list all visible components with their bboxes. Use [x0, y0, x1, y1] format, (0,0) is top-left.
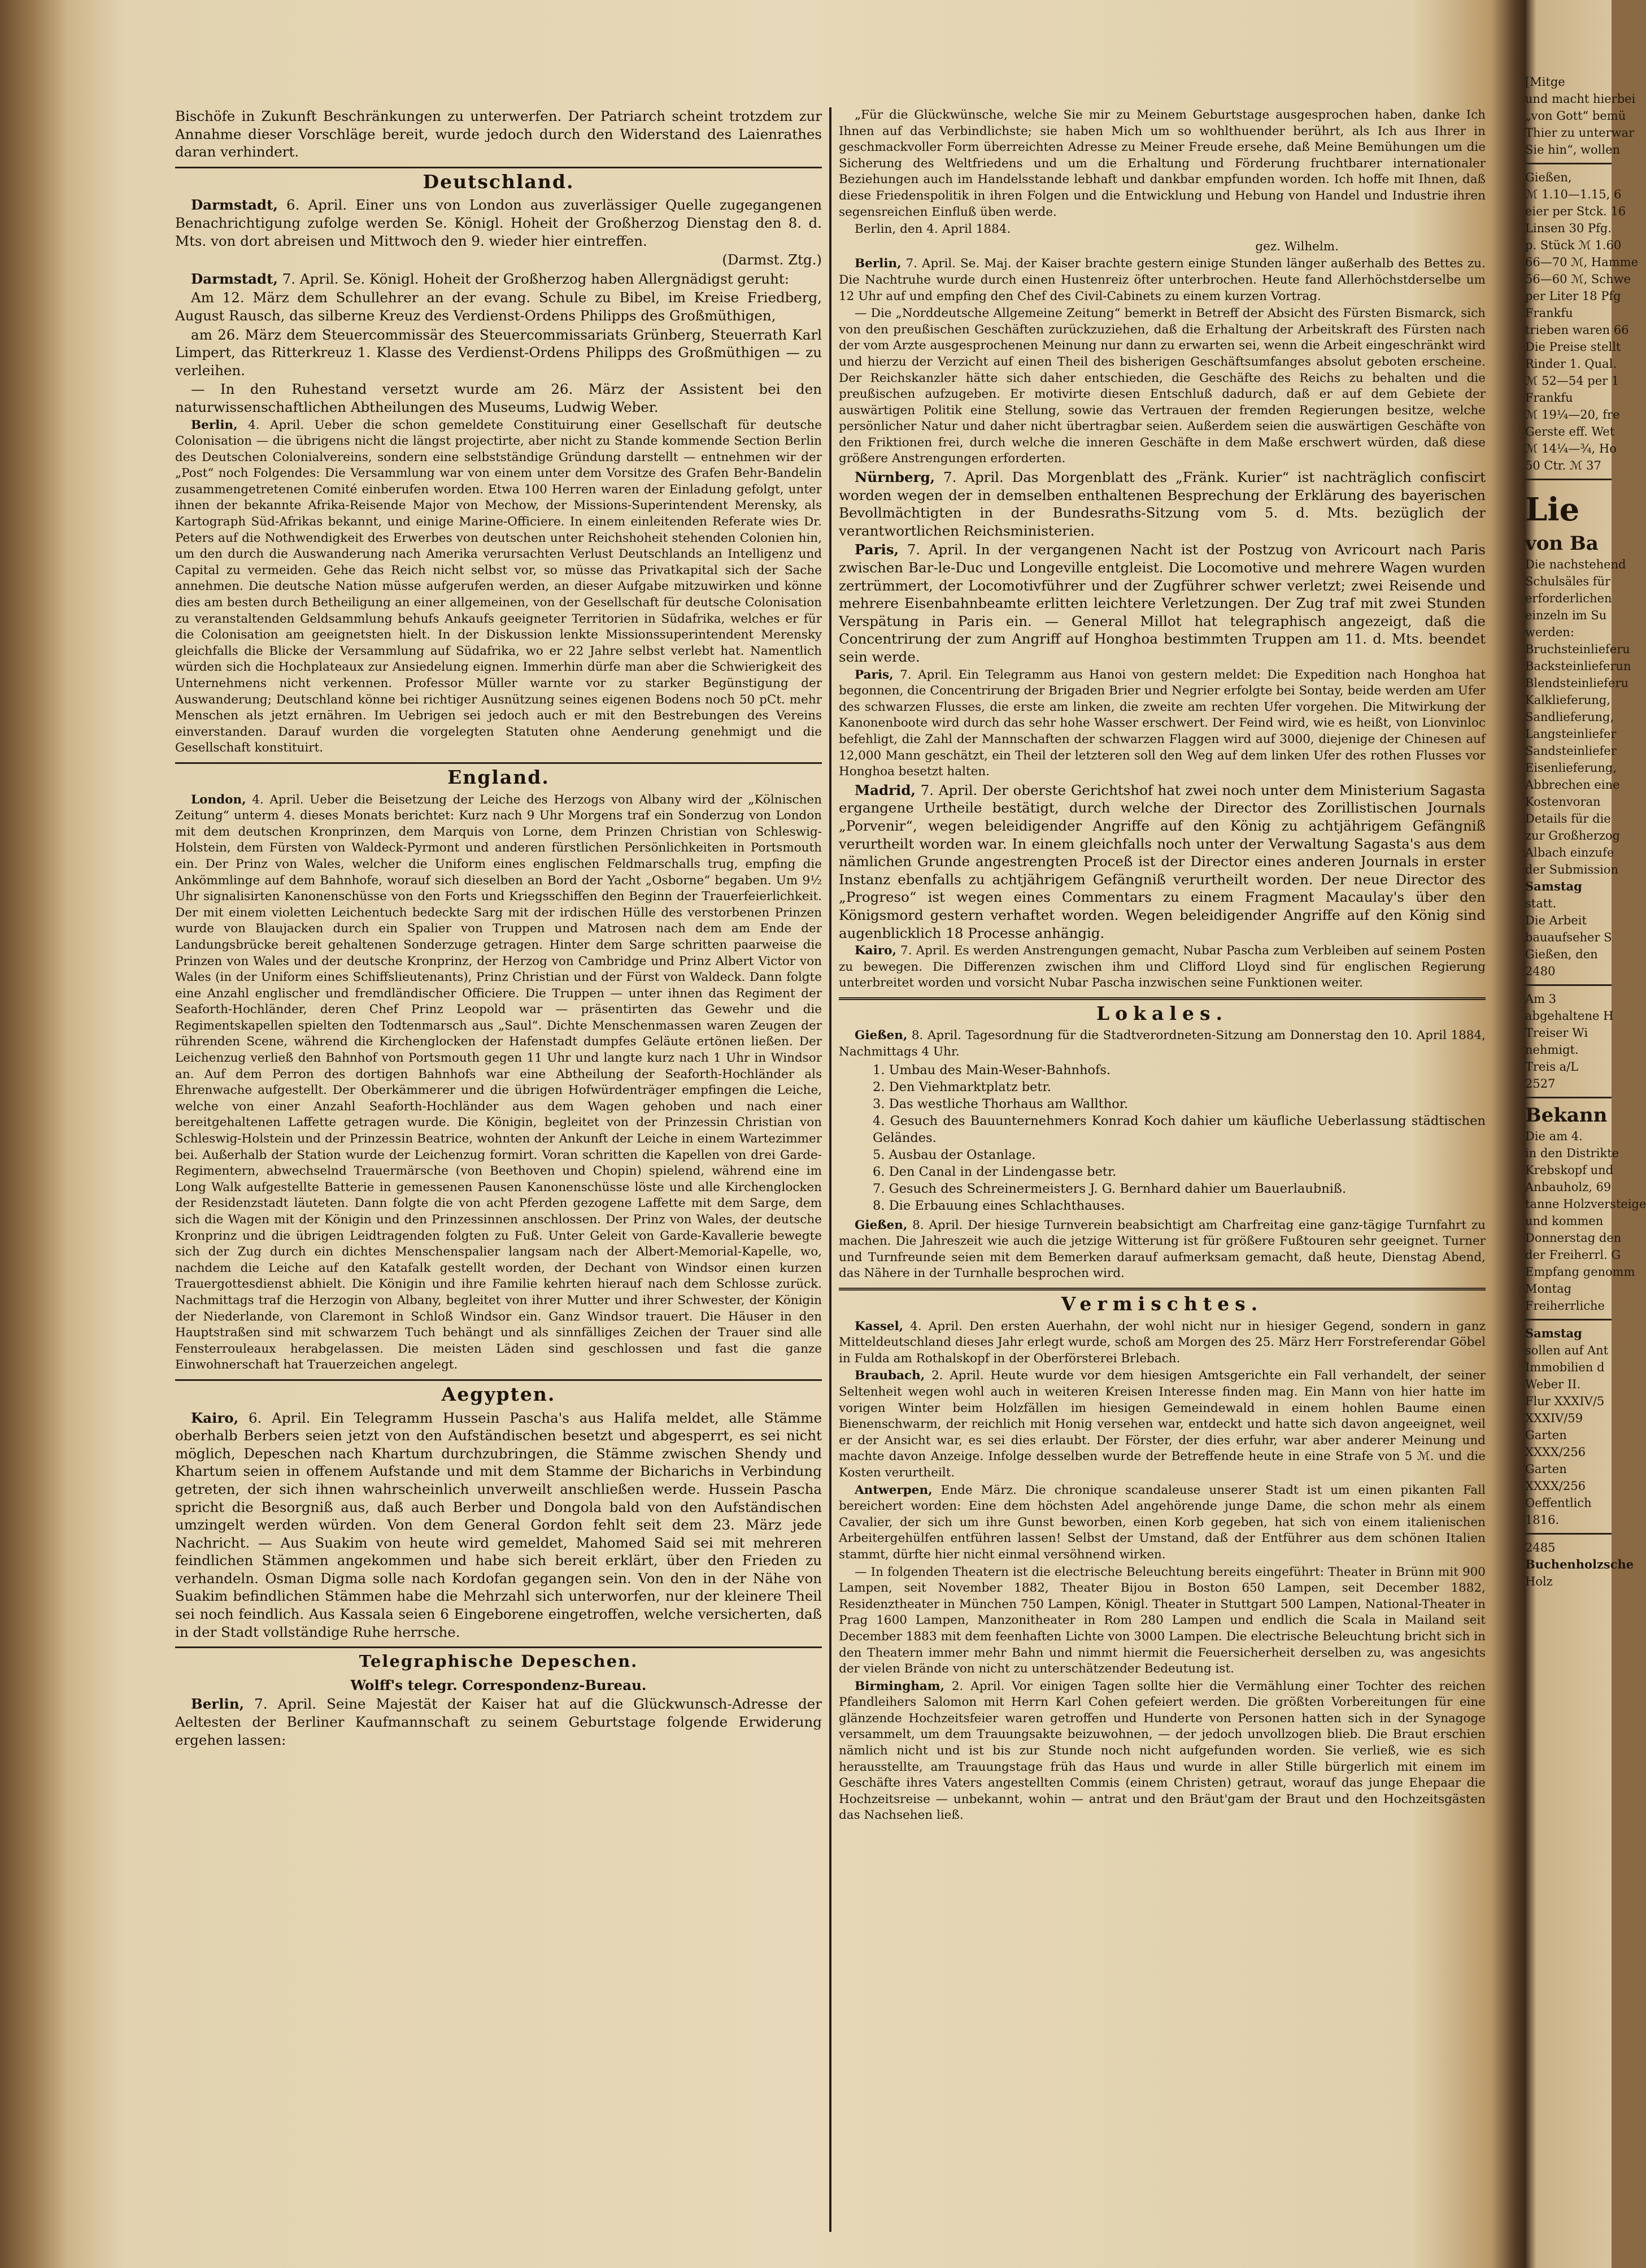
article-kassel	[839, 1319, 1486, 1367]
fragment-line: Bruchsteinlieferu	[1525, 642, 1630, 656]
article-text: 2. April. Heute wurde vor dem hiesigen Amtsgerichte ein Fall verhandelt, der seiner Seltenheit wegen wohl auch in weiteren Kreisen Interesse finden mag. Ein Mann von hier hatte im vorigen Winter beim Holzfällen im hiesigen Gemeindewald in einem hohlen Baume einen Bienenschwarm, der reichlich mit Honig versehen war, entdeckt und hatte sich davon angeeignet, weil er der Ansicht war, es sei dies erlaubt. Der Förster, der dies erfuhr, war aber anderer Meinung und machte davon Anzeige. Infolge desselben wurde der Betreffende heute in eine Strafe von 5 ℳ. und die Kosten verurtheilt.	[839, 1368, 1486, 1480]
fragment-line: Schulsäles für	[1525, 575, 1611, 588]
fragment-line: ℳ 19¼—20, fre	[1525, 408, 1620, 422]
newspaper-page	[141, 90, 1497, 2249]
agenda-item: 8. Die Erbauung eines Schlachthauses.	[873, 1198, 1125, 1213]
article-kairo-2	[839, 943, 1486, 992]
article-text: 8. April. Der hiesige Turnverein beabsichtigt am Charfreitag eine ganz-tägige Turnfahrt zu machen. Die Jahreszeit wie auch die jetzige Witterung ist für größere Fußtouren sehr geeignet. Turner und Turnfreunde seien mit dem Bemerken darauf aufmerksam gemacht, daß heute, Dienstag Abend, das Nähere in der Turnhalle besprochen wird.	[839, 1218, 1486, 1281]
section-divider	[175, 1379, 822, 1381]
fragment-line: Sandsteinliefer	[1525, 744, 1617, 758]
article-text: 6. April. Ein Telegramm Hussein Pascha's aus Halifa meldet, alle Stämme oberhalb Berbers seien jetzt von den Aufständischen besetzt und abgesperrt, es sei nicht möglich, Depeschen nach Khartum durchzubringen, die Stämme zwischen Shendy und Khartum seien in offenem Aufstande und mit dem Stamme der Bicharichs in Verbindung getreten, der sich ihnen wahrscheinlich unverweilt anschließen werde. Hussein Pascha spricht die Besorgniß aus, daß auch Berber und Dongola bald von den Aufständischen umzingelt werden würden. Von dem General Gordon fehlt seit dem 23. März jede Nachricht. — Aus Suakim von heute wird gemeldet, Mahomed Said sei mit mehreren feindlichen Stämmen angekommen und habe sich bereit erklärt, über den Frieden zu verhandeln. Osman Digma solle nach Kordofan gegangen sein. Von den in der Nähe von Suakim befindlichen Stämmen habe die Mehrzahl sich unterworfen, nur der kleinere Theil sei noch feindlich. Aus Kassala seien 6 Eingeborene eingetroffen, welche versicherten, daß in der Stadt vollständige Ruhe herrsche.	[175, 1409, 822, 1640]
fragment-line: 2480	[1525, 964, 1556, 978]
article-london	[175, 792, 822, 1374]
dateline: Kassel,	[855, 1319, 904, 1333]
article-giessen-turnverein	[839, 1218, 1486, 1282]
fragment-line: Gerste eff. Wet	[1525, 425, 1615, 438]
article-text: 7. April. In der vergangenen Nacht ist der Postzug von Avricourt nach Paris zwischen Bar-le-Duc und Longeville entgleist. Die Locomotive und mehrere Wagen wurden zertrümmert, der Locomotivführer und der Zugführer schwer verletzt; zwei Reisende und mehrere Eisenbahnbeamte erlitten leichtere Verletzungen. Der Zug traf mit zwei Stunden Verspätung in Paris ein. — General Millot hat telegraphisch angezeigt, daß die Concentrirung der zum Angriff auf Honghoa bestimmten Truppen am 11. d. Mts. beendet sein werde.	[839, 541, 1486, 665]
agenda-item: 5. Ausbau der Ostanlage.	[873, 1147, 1036, 1162]
subheading-bureau: Wolff's telegr. Correspondenz-Bureau.	[350, 1676, 647, 1693]
heading-aegypten: Aegypten.	[441, 1383, 556, 1405]
fragment-line: XXXX/256	[1525, 1479, 1586, 1493]
article-madrid	[839, 781, 1486, 942]
dateline: Antwerpen,	[855, 1483, 933, 1497]
dateline: Paris,	[855, 541, 899, 558]
fragment-line: Backsteinlieferun	[1525, 659, 1631, 673]
fragment-line: Anbauholz, 69	[1525, 1180, 1612, 1194]
article-text: 7. April. Das Morgenblatt des „Fränk. Kurier“ ist nachträglich confiscirt worden wegen der in demselben enthaltenen Besprechung der Erklärung des bayerischen Bevollmächtigten in der Bundesraths-Sitzung vom 5. d. Mts. bezüglich der verantwortlichen Reichsministerien.	[839, 469, 1486, 539]
article-paragraph: — In den Ruhestand versetzt wurde am 26. März der Assistent bei den naturwissenschaftlichen Abtheilungen des Museums, Ludwig Weber.	[175, 381, 822, 415]
article-paris-1	[839, 541, 1486, 666]
quote-place-date: Berlin, den 4. April 1884.	[855, 222, 1011, 237]
fragment-line: Sandlieferung,	[1525, 710, 1614, 724]
fragment-line: Linsen 30 Pfg.	[1525, 221, 1612, 235]
fragment-line: Buchenholzsche	[1525, 1557, 1634, 1571]
fragment-line: Kalklieferung,	[1525, 693, 1610, 707]
heading-england: England.	[447, 766, 550, 788]
dateline: Darmstadt,	[191, 270, 278, 287]
fragment-line: Gießen, den	[1525, 948, 1598, 961]
fragment-line: Details für die	[1525, 812, 1611, 825]
fragment-line: zur Großherzog	[1525, 829, 1620, 842]
article-text: 7. April. Ein Telegramm aus Hanoi von gestern meldet: Die Expedition nach Honghoa hat begonnen, die Concentrirung der Brigaden Brier und Negrier erfolgte bei Sontay, beide werden am Ufer des schwarzen Flusses, die erste am linken, die zweite am rechten Ufer vorgehen. Die Mitwirkung der Kanonenboote wird durch das sehr hohe Wasser erschwert. Der Feind wird, wie es heißt, von Lionvinloc befehligt, die Zahl der Mannschaften der schwarzen Flaggen wird auf 3000, diejenige der Chinesen auf 12,000 Mann geschätzt, ein Theil der letzteren soll den Weg auf dem linken Ufer des rothen Flusses vor Honghoa besetzt halten.	[839, 667, 1486, 779]
article-birmingham	[839, 1679, 1486, 1824]
agenda-item: 1. Umbau des Main-Weser-Bahnhofs.	[873, 1062, 1111, 1077]
fragment-line: ℳ 52—54 per 1	[1525, 374, 1619, 388]
article-text: 2. April. Vor einigen Tagen sollte hier die Vermählung einer Tochter des reichen Pfandleihers Salomon mit Herrn Karl Cohen gefeiert werden. Die größten Vorbereitungen für eine glänzende Hochzeitsfeier waren getroffen und Hunderte von Personen hatten sich in der Synagoge versammelt, um dem Trauungsakte beizuwohnen, — der jedoch unvollzogen blieb. Die Braut erschien nämlich nicht und ist bis zur Stunde noch nicht aufgefunden worden. Sie verließ, wie es sich herausstellte, am Trauungstage früh das Haus und wurde in aller Stille bürgerlich mit einem im Geschäfte ihres Vaters angestellten Commis (einem Christen) getraut, worauf das junge Ehepaar die Hochzeitsreise — unbekannt, wohin — antrat und den Bräut'gam der Braut und den Hochzeitsgästen das Nachsehen ließ.	[839, 1679, 1486, 1823]
article-text: 7. April. Seine Majestät der Kaiser hat auf die Glückwunsch-Adresse der Aeltesten der Berliner Kaufmannschaft zu seinem Geburtstage folgende Erwiderung ergehen lassen:	[175, 1696, 822, 1748]
dateline: Gießen,	[855, 1028, 908, 1043]
dateline: Nürnberg,	[855, 469, 935, 486]
article-text: 8. April. Tagesordnung für die Stadtverordneten-Sitzung am Donnerstag den 10. April 1884, Nachmittags 4 Uhr.	[839, 1028, 1486, 1059]
fragment-divider	[1525, 1533, 1612, 1535]
fragment-line: einzeln im Su	[1525, 609, 1607, 622]
article-text: 7. April. Se. Königl. Hoheit der Großherzog haben Allergnädigst geruht:	[282, 270, 789, 287]
article-text: 4. April. Ueber die schon gemeldete Constituirung einer Gesellschaft für deutsche Colonisation — die übrigens nicht die längst projectirte, aber nicht zu Stande kommende Section Berlin des Deutschen Colonialvereins, sondern eine selbstständige Gründung darstellt — entnehmen wir der „Post“ noch Folgendes: Die Versammlung war von einem unter dem Vorsitze des Grafen Behr-Bandelin zusammengetretenen Comité einberufen worden. Etwa 100 Herren waren der Einladung gefolgt, unter ihnen der bekannte Afrika-Reisende Major von Mechow, der Missions-Superintendent Merensky, als Kartograph Süd-Afrikas bekannt, und einige Marine-Officiere. In einem einleitenden Referate wies Dr. Peters auf die Nothwendigkeit des Erwerbes von deutschen unter Reichshoheit stehenden Colonien hin, um den durch die Auswanderung nach Amerika verursachten Verlust Deutschlands an Intelligenz und Capital zu vermeiden. Gehe das Reich nicht selbst vor, so müsse das Privatkapital sich der Sache annehmen. Die deutsche Nation müsse aufgerufen werden, an dieser Aufgabe mitzuwirken und könne dies am besten durch Betheiligung an einer allgemeinen, von der Gesellschaft für deutsche Colonisation zu veranstaltenden Geldsammlung behufs Ankaufs geeigneter Territorien in Südafrika, welches er für die Colonisation am geeignetsten hielt. In der Diskussion lenkte Missionssuperintendent Merensky gleichfalls die Blicke der Versammlung auf Südafrika, wo er 22 Jahre selbst verlebt hat. Namentlich würden sich die Hochplateaux zur Ansiedelung eignen. Immerhin dürfe man aber die Schwierigkeit des Unternehmens nicht verkennen. Professor Müller warnte vor zu starker Begünstigung der Auswanderung; Deutschland könne bei richtiger Ausnützung seines eigenen Bodens noch 50 pCt. mehr Menschen als jetzt ernähren. Im Uebrigen sei jedoch auch er mit den Bestrebungen des Vereins einverstanden. Darauf wurden die vorgelegten Statuten ohne Aenderung genehmigt und die Gesellschaft konstituirt.	[175, 418, 822, 755]
article-text: 7. April. Der oberste Gerichtshof hat zwei noch unter dem Ministerium Sagasta ergangene Urtheile bestätigt, durch welche der Director des Zorillistischen Journals „Porvenir“, wegen beleidigender Angriffe auf den König zu achtjährigem Gefängniß verurtheilt worden war. In einem gleichfalls noch unter der Verwaltung Sagasta's aus dem nämlichen Grunde angestrengten Proceß ist der Director eines anderen Journals in erster Instanz ebenfalls zu achtjährigem Gefängniß verurtheilt worden. Der neue Director des „Progreso“ ist wegen eines Commentars zu einem Fragment Macaulay's über den Königsmord gestern verhaftet worden. Wegen beleidigender Angriffe auf den König sind augenblicklich 18 Processe anhängig.	[839, 781, 1486, 941]
agenda-item: 4. Gesuch des Bauunternehmers Konrad Koch dahier um käufliche Ueberlassung städtischen Geländes.	[873, 1113, 1486, 1145]
heading-vermischtes: Vermischtes.	[1061, 1293, 1264, 1315]
fragment-line: Rinder 1. Qual.	[1525, 357, 1617, 371]
fragment-line: Holz	[1525, 1575, 1553, 1588]
fragment-line: erforderlichen	[1525, 592, 1612, 605]
fragment-line: [Mitge	[1525, 75, 1565, 89]
source-note: (Darmst. Ztg.)	[722, 251, 822, 268]
adjacent-page-fragment	[1525, 73, 1646, 2266]
fragment-line: Krebskopf und	[1525, 1163, 1614, 1177]
article-text: 4. April. Den ersten Auerhahn, der wohl nicht nur in hiesiger Gegend, sondern in ganz Mitteldeutschland dieses Jahr erlegt wurde, schoß am Morgen des 25. März Herr Forstreferendar Göbel in Fulda am Rothalskopf in der Oberförsterei Brlebach.	[839, 1319, 1486, 1366]
section-divider	[175, 167, 822, 168]
fragment-line: 2485	[1525, 1541, 1556, 1554]
article-paragraph: Am 12. März dem Schullehrer an der evang. Schule zu Bibel, im Kreise Friedberg, August Rausch, das silberne Kreuz des Verdienst-Ordens Philipps des Großmüthigen,	[175, 289, 822, 324]
section-divider	[175, 762, 822, 764]
fragment-line: XXXX/256	[1525, 1445, 1586, 1459]
dateline: Berlin,	[191, 1696, 245, 1713]
fragment-line: Die nachstehend	[1525, 558, 1626, 571]
fragment-line: 1816.	[1525, 1513, 1560, 1527]
fragment-line: Eisenlieferung,	[1525, 761, 1617, 775]
fragment-line: Sie hin“, wollen	[1525, 143, 1621, 157]
dateline: Kairo,	[855, 944, 896, 958]
fragment-line: bauaufseher S	[1525, 931, 1612, 944]
fragment-line: Weber II.	[1525, 1378, 1581, 1391]
fragment-line: statt.	[1525, 897, 1557, 910]
article-theater-lighting: — In folgenden Theatern ist die electrische Beleuchtung bereits eingeführt: Theater in Brünn mit 900 Lampen, seit November 1882, Theater Bijou in Boston 650 Lampen, seit December 1882, Residenztheater in München 750 Lampen, Königl. Theater in Stuttgart 500 Lampen, National-Theater in Prag 1600 Lampen, Manzonitheater in Rom 280 Lampen und endlich die Scala in Mailand seit December 1883 mit dem feenhaften Lichte von 3000 Lampen. Die electrische Beleuchtung bricht sich in den Theatern immer mehr Bahn und nimmt hiermit die Feuersicherheit derselben zu, was angesichts der vielen Brände von nicht zu unterschätzender Bedeutung ist.	[839, 1565, 1486, 1676]
fragment-divider	[1525, 1319, 1612, 1320]
fragment-line: Treis a/L	[1525, 1060, 1579, 1074]
column-rule	[829, 107, 831, 2232]
article-text: 7. April. Es werden Anstrengungen gemacht, Nubar Pascha zum Verbleiben auf seinem Posten zu bewegen. Die Differenzen zwischen ihm und Clifford Lloyd sind für englischen Regierung unterbreitet worden und vorsicht Nubar Pascha inzwischen seine Funktionen weiter.	[839, 944, 1486, 990]
fragment-line: XXXIV/59	[1525, 1411, 1583, 1425]
heading-lokales: Lokales.	[1096, 1002, 1229, 1024]
agenda-item: 2. Den Viehmarktplatz betr.	[873, 1079, 1051, 1094]
dateline: Gießen,	[855, 1218, 908, 1232]
fragment-line: werden:	[1525, 625, 1574, 639]
dateline: Madrid,	[855, 781, 916, 798]
article-giessen-agenda	[839, 1028, 1486, 1060]
article-berlin-telegram	[175, 1695, 822, 1749]
article-text: 6. April. Einer uns von London aus zuverlässiger Quelle zugegangenen Benachrichtigung zufolge werden Se. Königl. Hoheit der Großherzog Dienstag den 8. d. Mts. von dort abreisen und Mittwoch den 9. wieder hier eintreffen.	[175, 197, 822, 249]
fragment-line: Die Arbeit	[1525, 914, 1587, 927]
article-berlin-colonisation	[175, 418, 822, 757]
section-divider	[175, 1646, 822, 1648]
fragment-line: Flur XXXIV/5	[1525, 1394, 1605, 1408]
fragment-line: Gießen,	[1525, 171, 1572, 184]
fragment-line: Frankfu	[1525, 391, 1573, 405]
fragment-line: Immobilien d	[1525, 1361, 1605, 1374]
fragment-divider	[1525, 1097, 1612, 1098]
right-column	[839, 107, 1486, 1825]
article-nuernberg	[839, 468, 1486, 540]
fragment-line: Oeffentlich	[1525, 1496, 1592, 1510]
article-darmstadt-1	[175, 196, 822, 250]
fragment-line: in den Distrikte	[1525, 1146, 1619, 1160]
fragment-line: tanne Holzversteige	[1525, 1197, 1646, 1211]
fragment-line: Samstag	[1525, 879, 1582, 893]
fragment-line: „von Gott“ bemü	[1525, 109, 1626, 123]
section-divider	[839, 1288, 1486, 1291]
article-text: Ende März. Die chronique scandaleuse unserer Stadt ist um einen pikanten Fall bereichert worden: Eine dem höchsten Adel angehörende junge Dame, die schon mehr als einem Cavalier, der sich um ihre Gunst beworben, einen Korb gegeben, hat sich von einem italienischen Arbeitergehülfen entführen lassen! Selbst der Umstand, daß der Entführer aus dem schönen Italien stammt, dürfte hier nicht einmal versöhnend wirken.	[839, 1483, 1486, 1562]
agenda-item: 7. Gesuch des Schreinermeisters J. G. Bernhard dahier um Bauerlaubniß.	[873, 1181, 1347, 1196]
agenda-list	[873, 1062, 1486, 1214]
fragment-heading: von Ba	[1525, 532, 1599, 555]
fragment-heading: Lie	[1525, 491, 1580, 528]
fragment-line: per Liter 18 Pfg	[1525, 289, 1621, 303]
fragment-line: 50 Ctr. ℳ 37	[1525, 459, 1601, 472]
dateline: Berlin,	[855, 257, 902, 271]
intro-paragraph: Bischöfe in Zukunft Beschränkungen zu unterwerfen. Der Patriarch scheint trotzdem zur Annahme dieser Vorschläge bereit, wurde jedoch durch den Widerstand des Laienrathes daran verhindert.	[175, 108, 822, 160]
article-berlin-kaiser	[839, 256, 1486, 305]
dateline: London,	[191, 792, 246, 807]
article-paragraph: am 26. März dem Steuercommissär des Steuercommissariats Grünberg, Steuerrath Karl Limpert, das Ritterkreuz 1. Klasse des Verdienst-Ordens Philipps des Großmüthigen — zu verleihen.	[175, 326, 822, 379]
fragment-divider	[1525, 984, 1612, 986]
article-antwerpen	[839, 1483, 1486, 1563]
fragment-line: Frankfu	[1525, 306, 1573, 320]
heading-telegraphische-depeschen: Telegraphische Depeschen.	[359, 1652, 638, 1671]
fragment-heading: Bekann	[1525, 1104, 1608, 1127]
fragment-line: ℳ 1.10—1.15, 6	[1525, 188, 1622, 201]
fragment-divider	[1525, 479, 1612, 480]
fragment-line: Garten	[1525, 1462, 1567, 1476]
fragment-line: Blendsteinlieferu	[1525, 676, 1629, 690]
fragment-divider	[1525, 163, 1612, 164]
fragment-line: Kostenvoran	[1525, 795, 1601, 809]
fragment-line: Samstag	[1525, 1326, 1582, 1340]
fragment-line: trieben waren 66	[1525, 323, 1629, 337]
fragment-line: Donnerstag den	[1525, 1231, 1622, 1245]
fragment-line: eier per Stck. 16	[1525, 205, 1626, 218]
section-divider	[839, 997, 1486, 1000]
fragment-line: Montag	[1525, 1282, 1572, 1296]
fragment-line: Freiherrliche	[1525, 1299, 1605, 1313]
fragment-line: p. Stück ℳ 1.60	[1525, 238, 1622, 252]
dateline: Kairo,	[191, 1409, 239, 1426]
article-kairo	[175, 1409, 822, 1641]
fragment-line: Thier zu unterwar	[1525, 126, 1635, 140]
dateline: Braubach,	[855, 1368, 925, 1383]
fragment-line: sollen auf Ant	[1525, 1344, 1609, 1357]
fragment-line: Treiser Wi	[1525, 1026, 1588, 1040]
dateline: Berlin,	[191, 418, 238, 432]
fragment-line: Abbrechen eine	[1525, 778, 1620, 792]
kaiser-reply-quote: „Für die Glückwünsche, welche Sie mir zu Meinem Geburtstage ausgesprochen haben, danke Ich Ihnen auf das Verbindlichste; sie haben Mich um so wohlthuender berührt, als Ich aus Ihrer in geschmackvoller Form überreichten Adresse zu Meiner Freude ersehe, daß Meine Bemühungen um die Sicherung des Weltfriedens und um die Erhaltung und Förderung fruchtbarer internationaler Beziehungen auch im Handelsstande lebhaft und dankbar empfunden worden. Ich hoffe mit Ihnen, daß diese Friedenspolitik in ihren Folgen und die Entwicklung und Hebung von Handel und Industrie ihren segensreichen Einfluß üben werde.	[839, 108, 1486, 219]
fragment-line: Garten	[1525, 1428, 1567, 1442]
fragment-line: 2527	[1525, 1077, 1556, 1090]
fragment-line: und macht hierbei	[1525, 92, 1636, 106]
article-norddeutsche: — Die „Norddeutsche Allgemeine Zeitung“ bemerkt in Betreff der Absicht des Fürsten Bismarck, sich von den preußischen Geschäften zurückzuziehen, daß die Erhaltung der Arbeitskraft des Fürsten nach der vom Arzte ausgesprochenen Meinung nur dann zu erwarten sei, wenn die Arbeit eingeschränkt wird und hierzu der Verzicht auf einen Theil des bisherigen Geschäftsumfanges absolut geboten erscheine. Der Reichskanzler hätte sich daher entschieden, die Geschäfte des Reichs zu behalten und die preußischen aufzugeben. Er motivirte diesen Entschluß dadurch, daß er auf dem Gebiete der auswärtigen Politik eine Stellung, sowie das Vertrauen der fremden Regierungen besitze, welche persönlicher Natur und daher nicht übertragbar seien. Außerdem seien die auswärtigen Geschäfte von den Friktionen frei, durch welche die inneren Geschäfte in dem Maße erschwert würden, daß diese größere Anstrengungen erforderten.	[839, 306, 1486, 466]
fragment-line: der Submission	[1525, 863, 1619, 876]
agenda-item: 3. Das westliche Thorhaus am Wallthor.	[873, 1096, 1129, 1111]
fragment-line: abgehaltene H	[1525, 1009, 1614, 1023]
left-column	[175, 107, 822, 1750]
fragment-line: ℳ 14¼—¾, Ho	[1525, 442, 1617, 455]
article-braubach	[839, 1368, 1486, 1481]
dateline: Birmingham,	[855, 1679, 945, 1693]
article-darmstadt-2	[175, 270, 822, 288]
fragment-line: Langsteinliefer	[1525, 727, 1617, 741]
fragment-line: 56—60 ℳ, Schwe	[1525, 272, 1631, 286]
fragment-line: Empfang genomm	[1525, 1265, 1635, 1279]
fragment-line: Am 3	[1525, 992, 1557, 1006]
fragment-line: Die Preise stellt	[1525, 340, 1621, 354]
quote-signature: gez. Wilhelm.	[1255, 239, 1339, 254]
fragment-line: nehmigt.	[1525, 1043, 1579, 1057]
heading-deutschland: Deutschland.	[423, 170, 574, 193]
fragment-line: Albach einzufe	[1525, 846, 1614, 859]
article-text: 7. April. Se. Maj. der Kaiser brachte gestern einige Stunden länger außerhalb des Bettes zu. Die Nachtruhe wurde durch einen Hustenreiz öfter unterbrochen. Heute fand Allerhöchstderselbe um 12 Uhr auf und empfing den Chef des Civil-Cabinets zu einem kurzen Vortrag.	[839, 257, 1486, 303]
dateline: Paris,	[855, 667, 894, 682]
fragment-line: Die am 4.	[1525, 1129, 1583, 1143]
fragment-line: der Freiherrl. G	[1525, 1248, 1621, 1262]
dateline: Darmstadt,	[191, 197, 278, 214]
fragment-line: und kommen	[1525, 1214, 1604, 1228]
article-text: 4. April. Ueber die Beisetzung der Leiche des Herzogs von Albany wird der „Kölnischen Zeitung“ unterm 4. dieses Monats berichtet: Kurz nach 9 Uhr Morgens traf ein Sonderzug von London mit dem deutschen Kronprinzen, dem Marquis von Lorne, dem Prinzen Christian von Schleswig-Holstein, dem Fürsten von Waldeck-Pyrmont und anderen fürstlichen Persönlichkeiten in Portsmouth ein. Der Prinz von Wales, welcher die Uniform eines englischen Feldmarschalls trug, empfing die Ankömmlinge auf dem Bahnhofe, worauf sich dieselben an Bord der Yacht „Osborne“ begaben. Um 9½ Uhr signalisirten Kanonenschüsse von den Forts und Kriegsschiffen den Beginn der Trauerfeierlichkeit. Der mit einem violetten Leichentuch bedeckte Sarg mit der irdischen Hülle des verstorbenen Prinzen wurde von Blaujacken durch ein Spalier von Truppen und Matrosen nach dem am Ende der Landungsbrücke bereit gehaltenen Sonderzuge getragen. Hinter dem Sarge schritten paarweise die Prinzen von Wales und der deutsche Kronprinz, der Herzog von Cambridge und Prinz Albert Victor von Wales (in der Uniform eines Schiffslieutenants), Prinz Christian und der Fürst von Waldeck. Dann folgte eine Anzahl englischer und fremdländischer Officiere. Die Truppen — unter ihnen das Regiment der Seaforth-Hochländer, deren Chef Prinz Leopold war — präsentirten das Gewehr und die Regimentskapellen spielten den Todtenmarsch aus „Saul“. Dichte Menschenmassen waren Zeugen der rührenden Scene, während die Kirchenglocken der Hafenstadt dumpfes Geläute ertönen ließen. Der Leichenzug verließ den Bahnhof von Portsmouth gegen 11 Uhr und langte kurz nach 1 Uhr in Windsor an. Auf dem Perron des dortigen Bahnhofs war eine Abtheilung der Seaforth-Hochländer als Ehrenwache aufgestellt. Der Oberkämmerer und die übrigen Hofwürdenträger empfingen die Leiche, welche von einer Anzahl Seaforth-Hochländer aus dem Wagen gehoben und nach einer bereitgehaltenen Laffette getragen wurde. Die Königin, begleitet von der Prinzessin Christian von Schleswig-Holstein und der Prinzessin Beatrice, wohnten der Ankunft der Leiche in einem Wartezimmer bei. Außerhalb der Station wurde der Leichenzug formirt. Voran schritten die Kapellen von drei Garde-Regimentern, abwechselnd Trauermärsche (von Beethoven und Chopin) spielend, während eine im Long Walk aufgestellte Batterie in gemessenen Pausen Kanonenschüsse löste und alle Kirchenglocken der Residenzstadt läuteten. Dann folgte die von acht Pferden gezogene Laffette mit dem Sarge, dem sich die Wagen mit der Königin und den Prinzessinnen anschlossen. Der Prinz von Wales, der deutsche Kronprinz und die übrigen Leidtragenden folgten zu Fuß. Unter Geleit von Garde-Kavallerie bewegte sich der Zug durch ein dichtes Menschenspalier langsam nach der Albert-Memorial-Kapelle, wo, nachdem die Leiche auf den Katafalk gestellt worden, der Dechant von Windsor einen kurzen Trauergottesdienst abhielt. Die Königin und ihre Familie kehrten hierauf nach dem Schlosse zurück. Nachmittags traf die Herzogin von Albany, begleitet von ihrer Mutter und ihrer Schwester, der Königin der Niederlande, von Claremont in Schloß Windsor ein. Ganz Windsor trauert. Die Häuser in den Hauptstraßen sind mit schwarzem Tuch behängt und als sinnfälliges Zeichen der Trauer sind alle Fensterrouleaux herabgelassen. Die meisten Läden sind geschlossen und fast die ganze Einwohnerschaft hat Trauerzeichen angelegt.	[175, 792, 822, 1372]
article-paris-2	[839, 667, 1486, 780]
agenda-item: 6. Den Canal in der Lindengasse betr.	[873, 1164, 1117, 1179]
fragment-line: 66—70 ℳ, Hamme	[1525, 255, 1639, 269]
